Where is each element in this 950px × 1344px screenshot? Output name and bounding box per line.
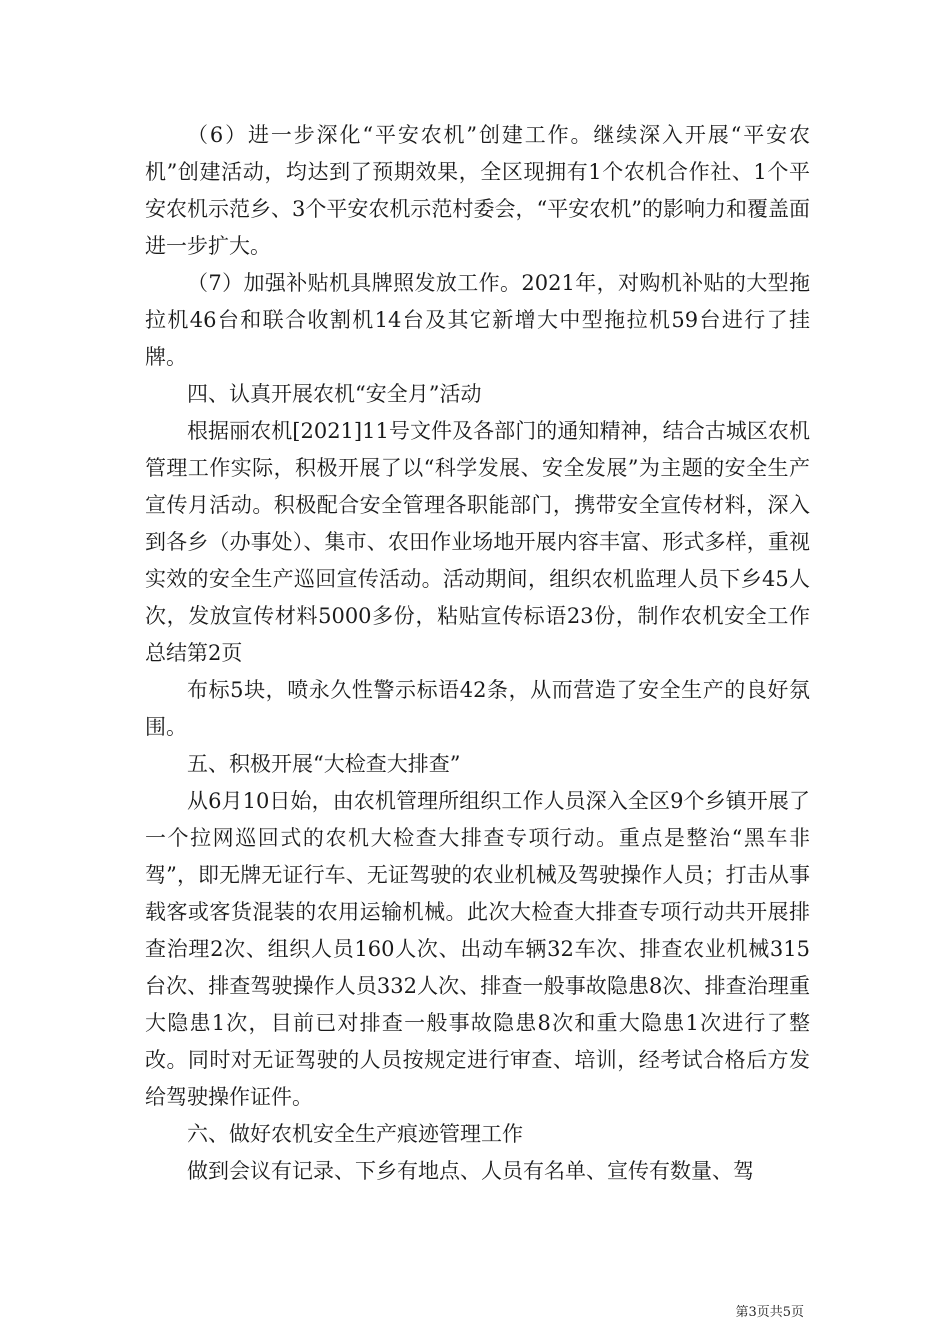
paragraph-safe-agri-machinery: （6）进一步深化“平安农机”创建工作。继续深入开展“平安农机”创建活动，均达到了预期效果，全区现拥有1个农机合作社、1个平安农机示范乡、3个平安农机示范村委会，“平安农机”的影响力和覆盖面进一步扩大。 (145, 123, 810, 258)
section-heading-inspection: 五、积极开展“大检查大排查” (187, 752, 461, 776)
paragraph-safety-month: 根据丽农机[2021]11号文件及各部门的通知精神，结合古城区农机管理工作实际，积极开展了以“科学发展、安全发展”为主题的安全生产宣传月活动。积极配合安全管理各职能部门，携带安全宣传材料，深入到各乡（办事处）、集市、农田作业场地开展内容丰富、形式多样，重视实效的安全生产巡回宣传活动。活动期间，组织农机监理人员下乡45人次，发放宣传材料5000多份，粘贴宣传标语23份，制作农机安全工作总结第2页 (145, 419, 810, 665)
paragraph-inspection: 从6月10日始，由农机管理所组织工作人员深入全区9个乡镇开展了一个拉网巡回式的农机大检查大排查专项行动。重点是整治“黑车非驾”，即无牌无证行车、无证驾驶的农业机械及驾驶操作人员；打击从事载客或客货混装的农用运输机械。此次大检查大排查专项行动共开展排查治理2次、组织人员160人次、出动车辆32车次、排查农业机械315台次、排查驾驶操作人员332人次、排查一般事故隐患8次、排查治理重大隐患1次，目前已对排查一般事故隐患8次和重大隐患1次进行了整改。同时对无证驾驶的人员按规定进行审查、培训，经考试合格后方发给驾驶操作证件。 (145, 789, 810, 1109)
document-body (145, 117, 810, 1190)
section-heading-safety-month: 四、认真开展农机“安全月”活动 (187, 382, 482, 406)
paragraph-trace-management: 做到会议有记录、下乡有地点、人员有名单、宣传有数量、驾 (187, 1159, 754, 1183)
paragraph-license-plates: （7）加强补贴机具牌照发放工作。2021年，对购机补贴的大型拖拉机46台和联合收割机14台及其它新增大中型拖拉机59台进行了挂牌。 (145, 271, 810, 369)
page-number-footer: 第3页共5页 (735, 1305, 804, 1320)
section-heading-trace-management: 六、做好农机安全生产痕迹管理工作 (187, 1122, 523, 1146)
paragraph-safety-month-cont: 布标5块，喷永久性警示标语42条，从而营造了安全生产的良好氛围。 (145, 678, 810, 739)
